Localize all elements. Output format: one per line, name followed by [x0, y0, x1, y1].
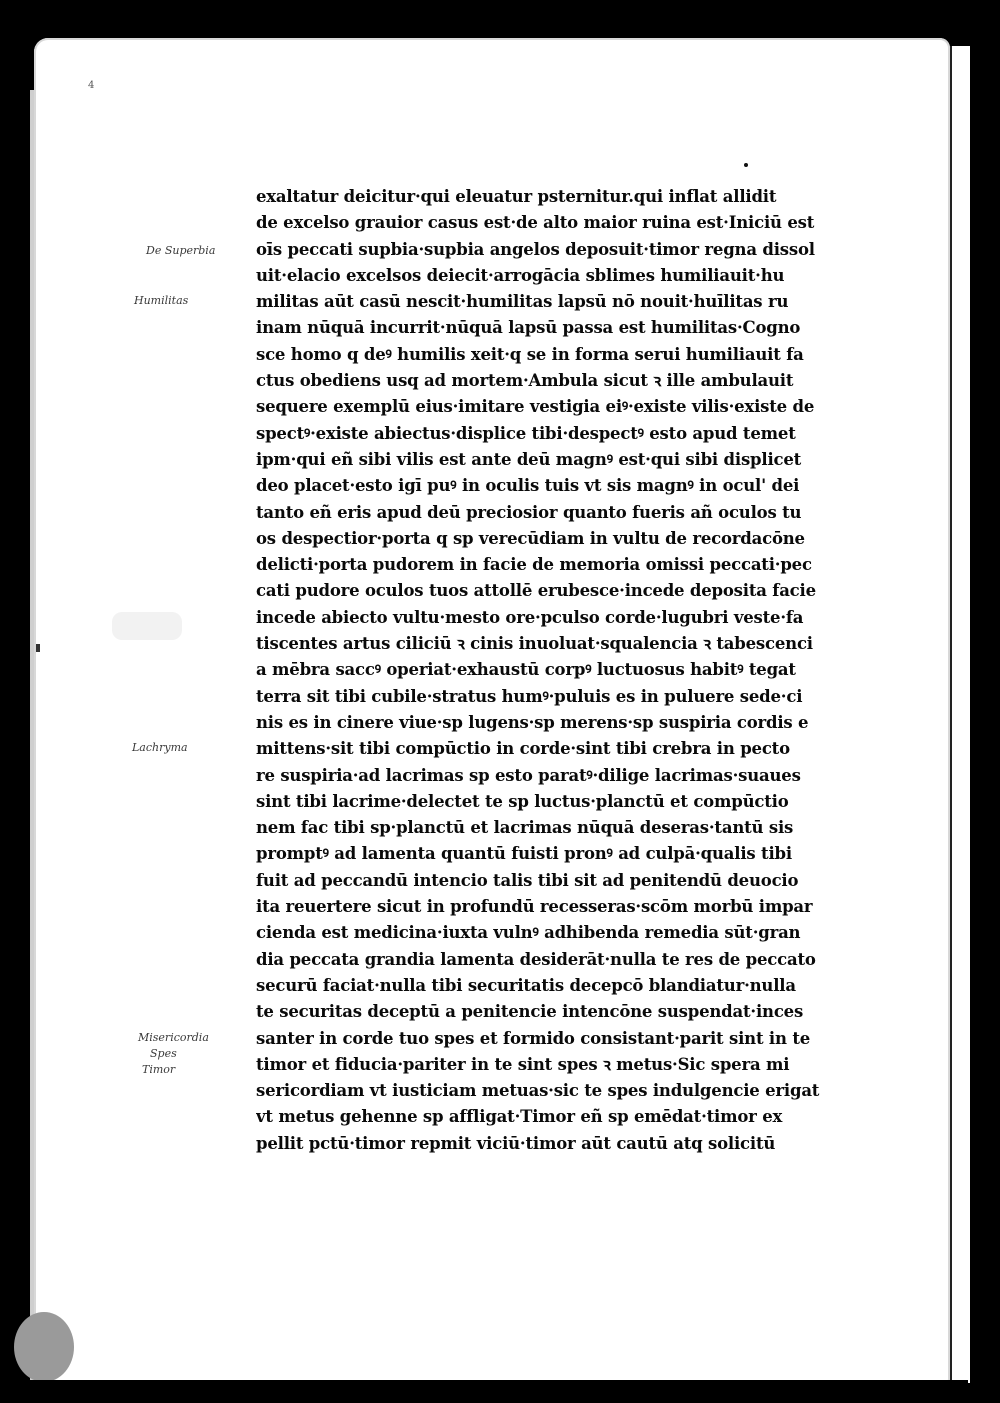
- text-line: dia peccata grandia lamenta desiderāt·nulla te res de peccato: [256, 949, 816, 969]
- text-line: promptꝰ ad lamenta quantū fuisti pronꝰ ad culpā·qualis tibi: [256, 844, 792, 864]
- thumb-shadow: [14, 1312, 74, 1382]
- text-line: de excelso grauior casus est·de alto maior ruina est·Iniciū est: [256, 213, 815, 233]
- text-line: sce homo q deꝰ humilis xeit·q se in forma serui humiliauit fa: [256, 344, 804, 364]
- marginal-note-line: Spes: [150, 1047, 177, 1060]
- text-line: os despectior·porta q sp verecūdiam in vultu de recordacōne: [256, 528, 805, 548]
- marginal-note-line: Misericordia: [138, 1031, 209, 1044]
- text-line: fuit ad peccandū intencio talis tibi sit ad penitendū deuocio: [256, 870, 799, 890]
- text-line: delicti·porta pudorem in facie de memoria omissi peccati·pec: [256, 555, 812, 575]
- text-line: tanto eñ eris apud deū preciosior quanto fueris añ oculos tu: [256, 502, 802, 522]
- text-line: te securitas deceptū a penitencie intencōne suspendat·inces: [256, 1002, 804, 1022]
- text-line: ita reuertere sicut in profundū recesseras·scōm morbū impar: [256, 897, 813, 917]
- marginal-note-lachryma: Lachryma: [132, 741, 188, 754]
- text-line: terra sit tibi cubile·stratus humꝰ·puluis es in puluere sede·ci: [256, 686, 803, 706]
- text-line: cati pudore oculos tuos attollē erubesce·incede deposita facie: [256, 581, 816, 601]
- text-line: re suspiria·ad lacrimas sp esto paratꝰ·dilige lacrimas·suaues: [256, 765, 801, 785]
- text-line: cienda est medicina·iuxta vulnꝰ adhibenda remedia sūt·gran: [256, 923, 801, 943]
- text-line: oīs peccati supbia·supbia angelos deposuit·timor regna dissol: [256, 239, 815, 259]
- text-line: sericordiam vt iusticiam metuas·sic te spes indulgencie erigat: [256, 1081, 820, 1101]
- text-line: vt metus gehenne sp affligat·Timor eñ sp emēdat·timor ex: [256, 1107, 783, 1127]
- text-line: sequere exemplū eius·imitare vestigia eiꝰ·existe vilis·existe de: [256, 397, 815, 417]
- text-line: pellit pctū·timor repmit viciū·timor aūt cautū atq solicitū: [256, 1133, 776, 1153]
- margin-tick: [36, 644, 40, 652]
- text-line: securū faciat·nulla tibi securitatis decepcō blandiatur·nulla: [256, 975, 796, 995]
- marginal-note-line: Timor: [142, 1063, 176, 1076]
- page-fore-edge: [950, 46, 970, 1383]
- marginal-note-superbia: De Superbia: [146, 244, 216, 257]
- text-line: sint tibi lacrime·delectet te sp luctus·planctū et compūctio: [256, 791, 789, 811]
- main-text-block: [256, 184, 832, 1157]
- text-line: ctus obediens usq ad mortem·Ambula sicut ꝛ ille ambulauit: [256, 371, 794, 391]
- text-line: tiscentes artus ciliciū ꝛ cinis inuoluat·squalencia ꝛ tabescenci: [256, 634, 813, 654]
- text-line: a mēbra saccꝰ operiat·exhaustū corpꝰ luctuosus habitꝰ tegat: [256, 660, 796, 680]
- scan-bottom-border: [34, 1380, 968, 1403]
- text-line: inam nūquā incurrit·nūquā lapsū passa est humilitas·Cogno: [256, 318, 801, 338]
- text-line: nem fac tibi sp·planctū et lacrimas nūquā deseras·tantū sis: [256, 818, 794, 838]
- marginal-note-misericordia: [138, 1030, 209, 1078]
- text-line: incede abiecto vultu·mesto ore·pculso corde·lugubri veste·fa: [256, 607, 804, 627]
- text-line: militas aūt casū nescit·humilitas lapsū nō nouit·huīlitas ru: [256, 292, 789, 312]
- text-line: timor et fiducia·pariter in te sint spes ꝛ metus·Sic spera mi: [256, 1054, 790, 1074]
- marginal-note-humilitas: Humilitas: [134, 294, 189, 307]
- text-line: uit·elacio excelsos deiecit·arrogācia sblimes humiliauit·hu: [256, 265, 785, 285]
- text-line: exaltatur deicitur·qui eleuatur psternitur.qui inflat allidit: [256, 187, 777, 206]
- erased-marginal-note: [112, 612, 182, 640]
- text-line: santer in corde tuo spes et formido consistant·parit sint in te: [256, 1028, 811, 1048]
- ink-dot: [744, 163, 748, 167]
- text-line: nis es in cinere viue·sp lugens·sp merens·sp suspiria cordis e: [256, 712, 809, 732]
- text-line: mittens·sit tibi compūctio in corde·sint tibi crebra in pecto: [256, 739, 790, 759]
- text-line: deo placet·esto igī puꝰ in oculis tuis vt sis magnꝰ in ocul' dei: [256, 476, 800, 496]
- text-line: spectꝰ·existe abiectus·displice tibi·despectꝰ esto apud temet: [256, 423, 796, 443]
- text-line: ipm·qui eñ sibi vilis est ante deū magnꝰ est·qui sibi displicet: [256, 449, 802, 469]
- folio-mark: 4: [88, 80, 95, 91]
